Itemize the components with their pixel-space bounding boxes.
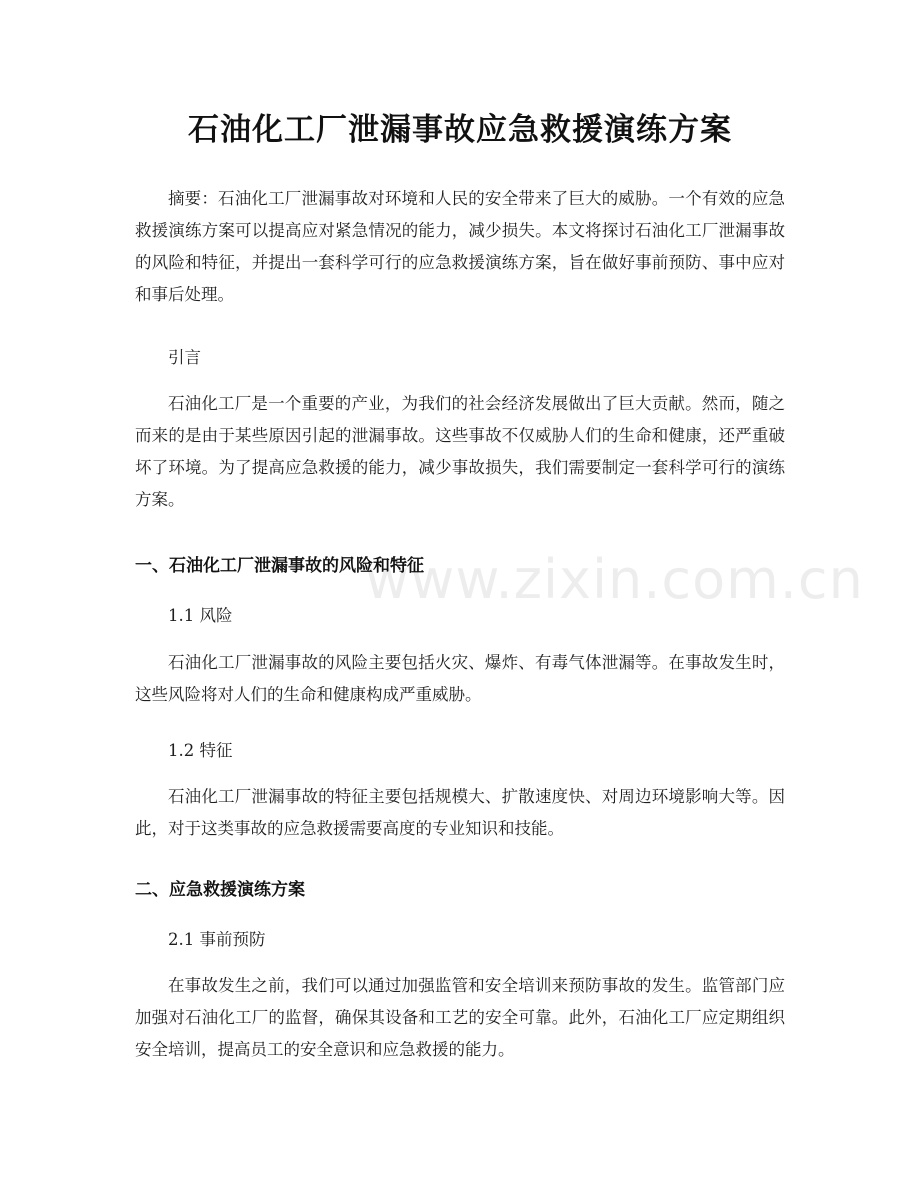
section-1-1-title: 1.1 风险 [168,606,233,625]
section-1-2-paragraph: 石油化工厂泄漏事故的特征主要包括规模大、扩散速度快、对周边环境影响大等。因此，对于这类事故的应急救援需要高度的专业知识和技能。 [135,787,785,838]
intro-paragraph: 石油化工厂是一个重要的产业，为我们的社会经济发展做出了巨大贡献。然而，随之而来的是由于某些原因引起的泄漏事故。这些事故不仅威胁人们的生命和健康，还严重破坏了环境。为了提高应急救援的能力，减少事故损失，我们需要制定一套科学可行的演练方案。 [135,394,785,509]
section-2-1-title: 2.1 事前预防 [168,930,266,949]
section-2-heading: 二、应急救援演练方案 [135,880,305,900]
document-title: 石油化工厂泄漏事故应急救援演练方案 [188,112,732,148]
intro-label: 引言 [168,348,201,367]
section-2-1-paragraph: 在事故发生之前，我们可以通过加强监管和安全培训来预防事故的发生。监管部门应加强对石油化工厂的监督，确保其设备和工艺的安全可靠。此外，石油化工厂应定期组织安全培训，提高员工的安全意识和应急救援的能力。 [135,976,785,1059]
section-1-2-title: 1.2 特征 [168,741,233,760]
section-1-1-paragraph: 石油化工厂泄漏事故的风险主要包括火灾、爆炸、有毒气体泄漏等。在事故发生时，这些风险将对人们的生命和健康构成严重威胁。 [135,653,785,704]
abstract-paragraph: 摘要：石油化工厂泄漏事故对环境和人民的安全带来了巨大的威胁。一个有效的应急救援演练方案可以提高应对紧急情况的能力，减少损失。本文将探讨石油化工厂泄漏事故的风险和特征，并提出一套科学可行的应急救援演练方案，旨在做好事前预防、事中应对和事后处理。 [135,189,785,304]
section-1-heading: 一、石油化工厂泄漏事故的风险和特征 [135,556,424,576]
watermark: www.zixin.com.cn [365,548,864,611]
